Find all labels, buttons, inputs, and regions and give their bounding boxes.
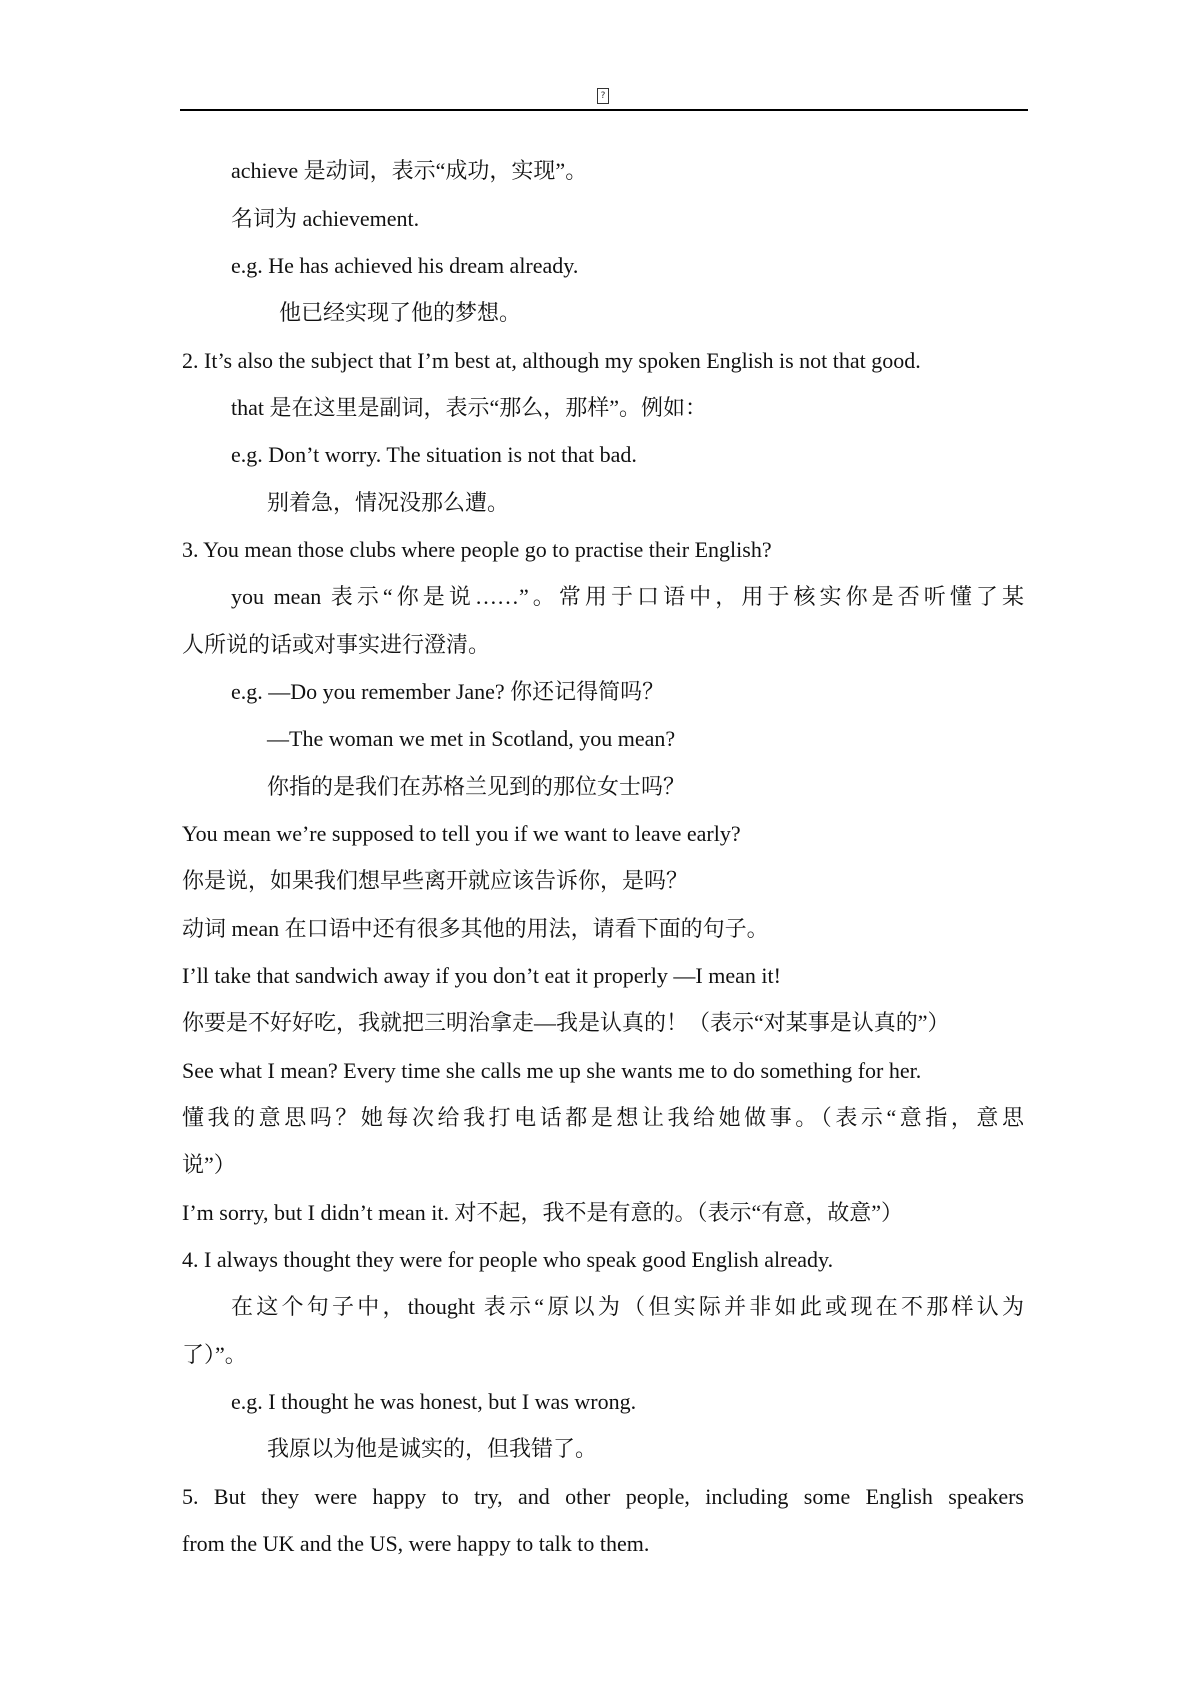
translation-line: 他已经实现了他的梦想。 bbox=[279, 300, 522, 325]
numbered-item: 3. You mean those clubs where people go to practise their English? bbox=[182, 537, 772, 562]
text-line: 你要是不好好吃，我就把三明治拿走—我是认真的！（表示“对某事是认真的”） bbox=[182, 1010, 950, 1035]
translation-line: 我原以为他是诚实的，但我错了。 bbox=[267, 1436, 598, 1461]
text-line: 说”） bbox=[182, 1152, 236, 1177]
header-rule bbox=[180, 109, 1028, 111]
example-line: e.g. —Do you remember Jane? 你还记得简吗？ bbox=[231, 679, 665, 704]
text-line: you mean 表示“你是说……”。常用于口语中，用于核实你是否听懂了某 bbox=[231, 584, 1024, 609]
translation-line: 别着急，情况没那么遭。 bbox=[267, 490, 510, 515]
text-line: achieve 是动词，表示“成功，实现”。 bbox=[231, 158, 588, 183]
header-mark: ? bbox=[597, 88, 609, 104]
numbered-item: 5. But they were happy to try, and other people, including some English speakers bbox=[182, 1484, 1024, 1509]
text-line: 在这个句子中，thought 表示“原以为（但实际并非如此或现在不那样认为 bbox=[231, 1294, 1024, 1319]
example-line: e.g. Don’t worry. The situation is not that bad. bbox=[231, 442, 637, 467]
numbered-item: 4. I always thought they were for people who speak good English already. bbox=[182, 1247, 834, 1272]
text-line: 懂我的意思吗？她每次给我打电话都是想让我给她做事。（表示“意指，意思 bbox=[182, 1105, 1024, 1130]
numbered-item: 2. It’s also the subject that I’m best at, although my spoken English is not that good. bbox=[182, 348, 921, 373]
text-line: that 是在这里是副词，表示“那么，那样”。例如： bbox=[231, 395, 708, 420]
text-line: 你是说，如果我们想早些离开就应该告诉你，是吗？ bbox=[182, 868, 689, 893]
translation-line: 你指的是我们在苏格兰见到的那位女士吗？ bbox=[267, 774, 686, 799]
text-line: I’ll take that sandwich away if you don’t eat it properly —I mean it! bbox=[182, 963, 781, 988]
text-line: 人所说的话或对事实进行澄清。 bbox=[182, 632, 491, 657]
text-line: 了）”。 bbox=[182, 1342, 247, 1367]
example-line: e.g. I thought he was honest, but I was wrong. bbox=[231, 1389, 637, 1414]
text-line: 动词 mean 在口语中还有很多其他的用法，请看下面的句子。 bbox=[182, 916, 769, 941]
text-line: See what I mean? Every time she calls me up she wants me to do something for her. bbox=[182, 1058, 922, 1083]
text-line: 名词为 achievement. bbox=[231, 206, 420, 231]
text-line: You mean we’re supposed to tell you if we want to leave early? bbox=[182, 821, 741, 846]
text-line: from the UK and the US, were happy to talk to them. bbox=[182, 1531, 650, 1556]
text-line: I’m sorry, but I didn’t mean it. 对不起，我不是有意的。（表示“有意，故意”） bbox=[182, 1200, 904, 1225]
example-line: —The woman we met in Scotland, you mean? bbox=[267, 726, 676, 751]
example-line: e.g. He has achieved his dream already. bbox=[231, 253, 579, 278]
